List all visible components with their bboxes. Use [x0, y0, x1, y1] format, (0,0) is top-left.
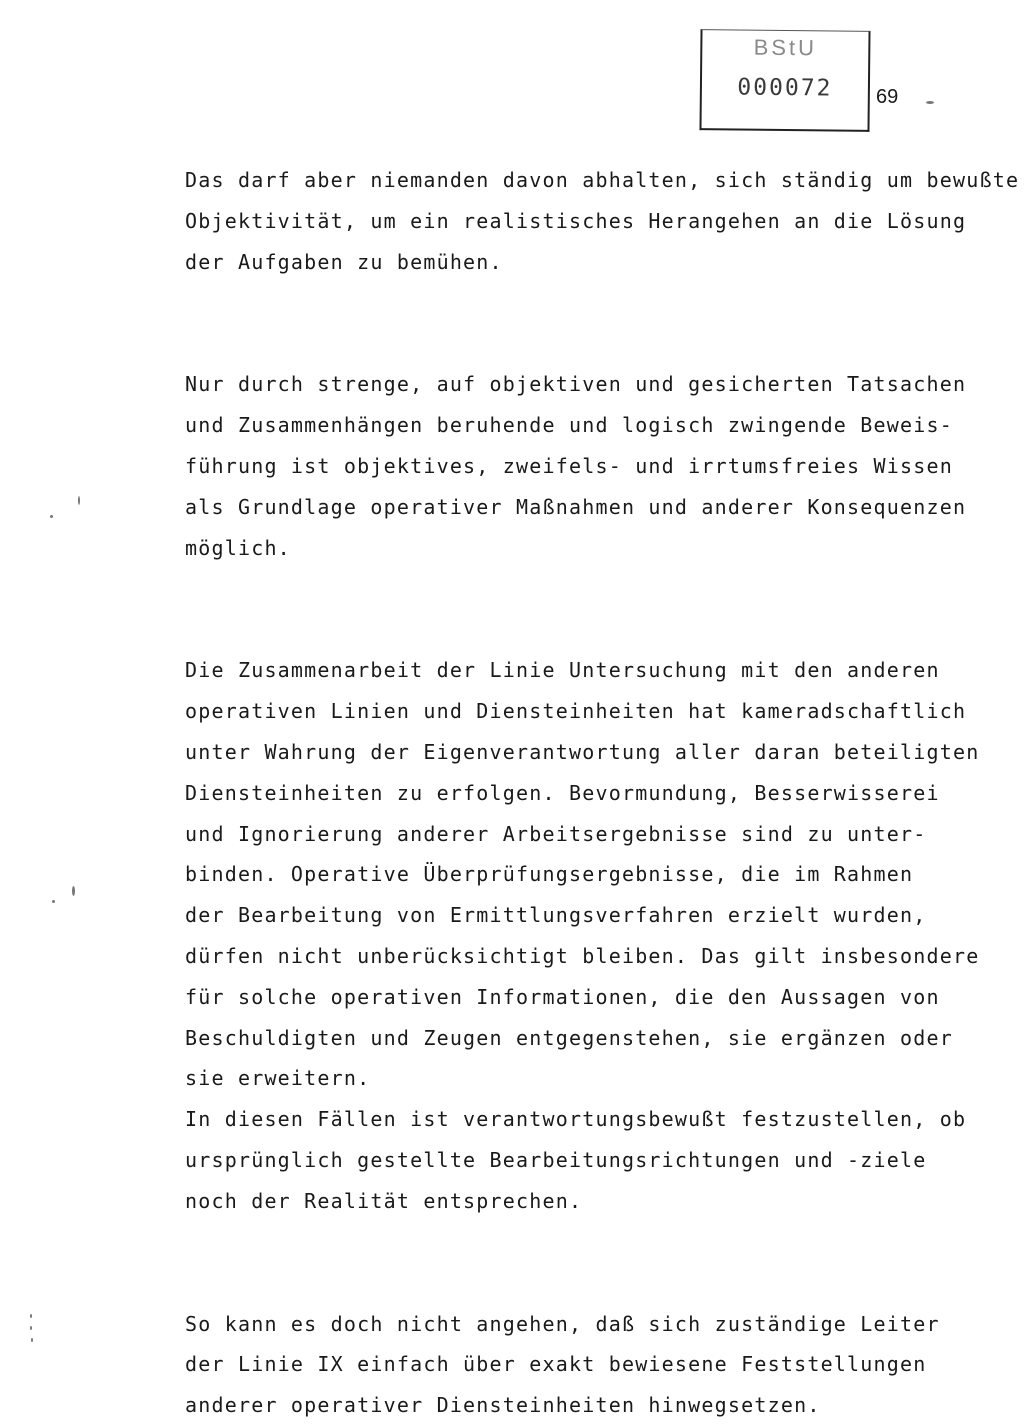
text-line: für solche operativen Informationen, die den Aussagen von [185, 984, 940, 1009]
text-line: der Aufgaben zu bemühen. [185, 249, 503, 274]
text-line: So kann es doch nicht angehen, daß sich zuständige Leiter [185, 1311, 940, 1336]
text-line: der Bearbeitung von Ermittlungsverfahren erzielt wurden, [185, 903, 927, 928]
text-line: In diesen Fällen ist verantwortungsbewußt festzustellen, ob [185, 1107, 967, 1132]
text-line: und Zusammenhängen beruhende und logisch zwingende Beweis- [185, 413, 953, 438]
paragraph-spacer [185, 568, 1005, 650]
paragraph-3 [185, 650, 1005, 1099]
text-line: Das darf aber niemanden davon abhalten, sich ständig um bewußte [185, 168, 1020, 192]
text-line: Objektivität, um ein realistisches Herangehen an die Lösung [185, 208, 967, 233]
paragraph-1 [185, 160, 1020, 282]
scan-speck [926, 101, 934, 104]
text-line: Beschuldigten und Zeugen entgegenstehen, sie ergänzen oder [185, 1025, 953, 1050]
scan-speck [50, 515, 53, 518]
scan-speck [30, 1326, 32, 1330]
text-line: Die Zusammenarbeit der Linie Untersuchung mit den anderen [185, 658, 940, 683]
paragraph-spacer [185, 1222, 1005, 1304]
scan-speck [31, 1338, 33, 1342]
text-line: Nur durch strenge, auf objektiven und gesicherten Tatsachen [185, 372, 967, 397]
paragraph-2 [185, 364, 1005, 568]
text-line: der Linie IX einfach über exakt bewiesene Feststellungen [185, 1352, 927, 1377]
text-line: noch der Realität entsprechen. [185, 1188, 583, 1213]
stamp-agency: BStU [753, 34, 818, 61]
scan-speck [78, 496, 80, 505]
document-body [185, 160, 1020, 1426]
text-line: möglich. [185, 535, 291, 560]
text-line: ursprünglich gestellte Bearbeitungsrichtungen und -ziele [185, 1147, 927, 1172]
text-line: unter Wahrung der Eigenverantwortung aller daran beteiligten [185, 739, 980, 764]
scan-speck [72, 886, 75, 896]
text-line: Diensteinheiten zu erfolgen. Bevormundung, Besserwisserei [185, 780, 940, 805]
paragraph-5 [185, 1304, 1005, 1426]
text-line: und Ignorierung anderer Arbeitsergebnisse sind zu unter- [185, 821, 927, 846]
text-line: binden. Operative Überprüfungsergebnisse, die im Rahmen [185, 862, 914, 887]
paragraph-spacer [185, 282, 1005, 364]
archive-stamp [699, 29, 870, 132]
paragraph-4 [185, 1099, 1005, 1221]
text-line: als Grundlage operativer Maßnahmen und anderer Konsequenzen [185, 494, 967, 519]
scan-speck [52, 900, 55, 903]
text-line: sie erweitern. [185, 1066, 371, 1091]
text-line: führung ist objektives, zweifels- und irrtumsfreies Wissen [185, 453, 953, 478]
page-number: 69 [876, 86, 899, 108]
scan-speck [30, 1314, 32, 1318]
text-line: operativen Linien und Diensteinheiten hat kameradschaftlich [185, 699, 967, 724]
text-line: dürfen nicht unberücksichtigt bleiben. Das gilt insbesondere [185, 943, 980, 968]
stamp-number: 000072 [737, 74, 833, 102]
text-line: anderer operativer Diensteinheiten hinwegsetzen. [185, 1393, 821, 1418]
